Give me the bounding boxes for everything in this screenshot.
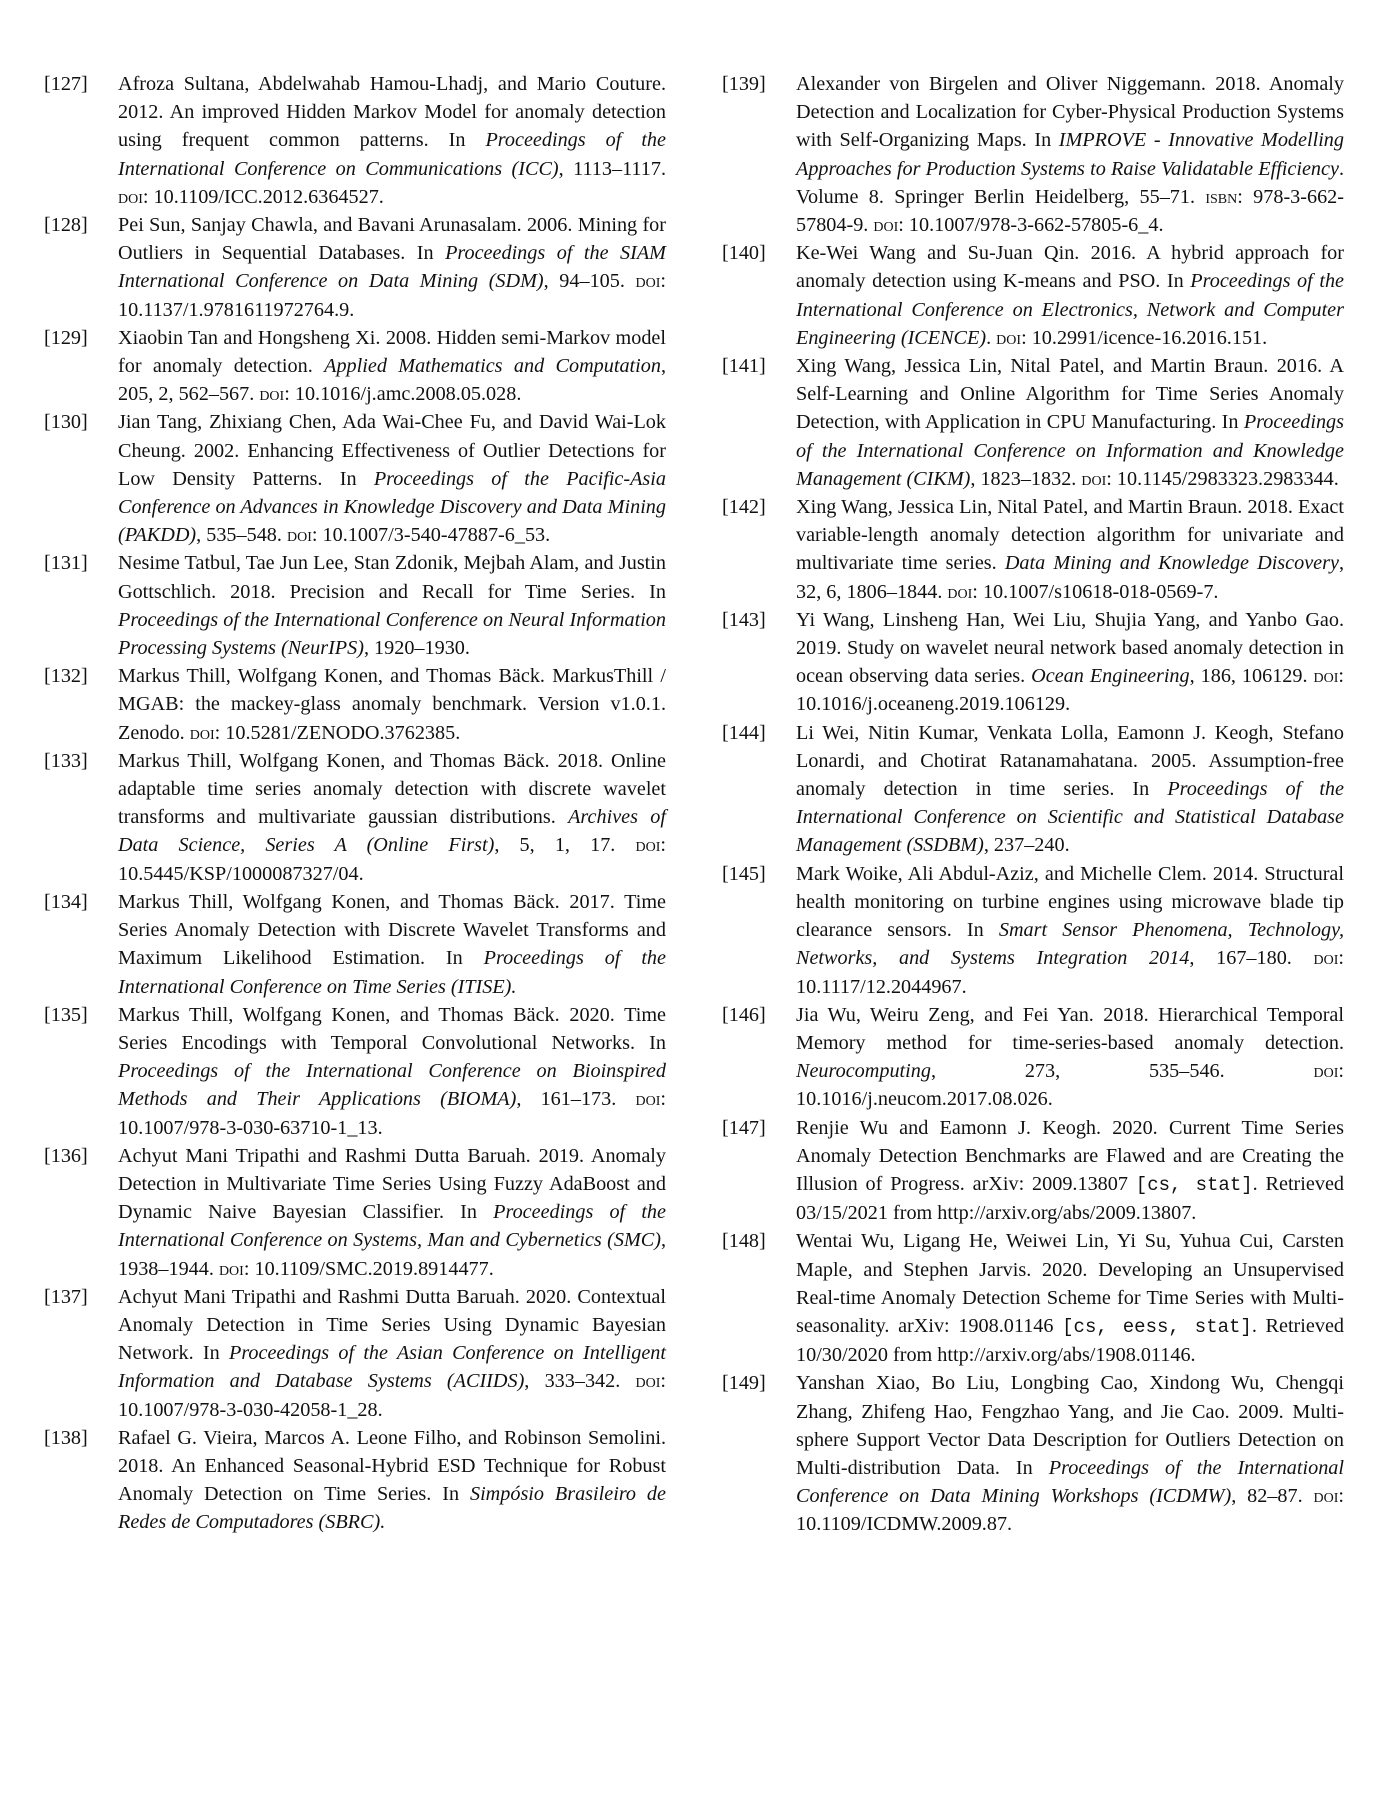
reference-segment: doi xyxy=(873,214,899,237)
reference-entry xyxy=(44,1283,666,1424)
reference-text xyxy=(118,549,666,662)
reference-entry xyxy=(44,324,666,409)
reference-segment: : 10.1145/2983323.2983344. xyxy=(1106,467,1339,490)
reference-segment: Jia Wu, Weiru Zeng, and Fei Yan. 2018. Hierarchical Temporal Memory method for time-series-based anomaly detection. xyxy=(796,1003,1344,1054)
reference-venue: Neurocomputing xyxy=(796,1060,931,1083)
reference-venue: Proceedings of the International Conference on Scientific and Statistical Database Management (SSDBM) xyxy=(796,778,1344,857)
reference-segment: , 167–180. xyxy=(1189,947,1314,970)
reference-segment: : 10.1137/1.9781611972764.9. xyxy=(118,270,667,321)
reference-text xyxy=(796,1001,1344,1114)
reference-segment: doi xyxy=(259,383,285,406)
reference-segment: Afroza Sultana, Abdelwahab Hamou-Lhadj, and Mario Couture. 2012. An improved Hidden Markov Model for anomaly detection using frequent common patterns. In xyxy=(118,73,666,152)
reference-segment: doi xyxy=(1313,947,1339,970)
reference-segment: Renjie Wu and Eamonn J. Keogh. 2020. Current Time Series Anomaly Detection Benchmarks are Flawed and are Creating the Illusion of Progress. arXiv: 2009.13807 xyxy=(796,1116,1344,1195)
reference-number: [128] xyxy=(44,214,88,237)
reference-number: [138] xyxy=(44,1426,88,1449)
reference-number: [130] xyxy=(44,411,88,434)
reference-number: [136] xyxy=(44,1144,88,1167)
reference-segment: [cs, stat] xyxy=(1135,1173,1253,1196)
reference-segment: doi xyxy=(1313,665,1339,688)
reference-segment: Li Wei, Nitin Kumar, Venkata Lolla, Eamonn J. Keogh, Stefano Lonardi, and Chotirat Ratanamahatana. 2005. Assumption-free anomaly detection in time series. In xyxy=(796,721,1344,801)
reference-entry xyxy=(44,70,666,211)
reference-segment: doi xyxy=(635,270,661,293)
reference-segment: : 978-3-662-57804-9. xyxy=(796,185,1344,237)
reference-text xyxy=(118,1283,666,1424)
reference-segment: , 186, 106129. xyxy=(1189,665,1314,688)
reference-venue: Proceedings of the International Conference on Bioinspired Methods and Their Applications (BIOMA) xyxy=(118,1060,666,1111)
reference-entry xyxy=(722,493,1344,606)
reference-segment: : 10.1117/12.2044967. xyxy=(796,947,1344,998)
reference-segment: doi xyxy=(1313,1060,1339,1083)
reference-number: [129] xyxy=(44,326,88,349)
reference-segment: Pei Sun, Sanjay Chawla, and Bavani Arunasalam. 2006. Mining for Outliers in Sequential Databases. In xyxy=(118,214,666,265)
reference-venue: Proceedings of the Pacific-Asia Conference on Advances in Knowledge Discovery and Data Mining (PAKDD) xyxy=(118,467,666,547)
reference-entry xyxy=(44,211,666,324)
reference-segment: : 10.5445/KSP/1000087327/04. xyxy=(118,834,666,885)
reference-text xyxy=(796,239,1344,352)
reference-number: [137] xyxy=(44,1285,88,1308)
reference-text xyxy=(796,719,1344,860)
reference-venue: Proceedings of the International Conference on Electronics, Network and Computer Engineering (ICENCE) xyxy=(796,270,1344,349)
reference-segment: doi xyxy=(1081,467,1107,490)
reference-number: [135] xyxy=(44,1003,88,1026)
reference-number: [133] xyxy=(44,749,88,772)
reference-segment: Xing Wang, Jessica Lin, Nital Patel, and Martin Braun. 2016. A Self-Learning and Online Algorithm for Time Series Anomaly Detection, with Application in CPU Manufacturing. In xyxy=(796,355,1344,434)
reference-number: [148] xyxy=(722,1230,766,1253)
reference-segment: isbn xyxy=(1205,185,1238,208)
reference-text xyxy=(796,352,1344,493)
reference-text xyxy=(796,70,1344,239)
reference-entry xyxy=(722,1227,1344,1369)
reference-text xyxy=(796,1227,1344,1369)
reference-segment: : 10.1007/978-3-030-42058-1_28. xyxy=(118,1370,666,1421)
reference-venue: Data Mining and Knowledge Discovery xyxy=(1004,552,1339,575)
reference-entry xyxy=(722,239,1344,352)
reference-number: [146] xyxy=(722,1003,766,1026)
reference-text xyxy=(118,70,666,211)
reference-venue: Proceedings of the Asian Conference on Intelligent Information and Database Systems (ACIIDS) xyxy=(118,1342,667,1393)
reference-segment: Markus Thill, Wolfgang Konen, and Thomas Bäck. 2017. Time Series Anomaly Detection with Discrete Wavelet Transforms and Maximum Likelihood Estimation. In xyxy=(118,890,666,970)
reference-segment: [cs, eess, stat] xyxy=(1062,1315,1252,1338)
reference-segment: , 237–240. xyxy=(983,834,1070,857)
reference-number: [132] xyxy=(44,665,88,688)
reference-number: [143] xyxy=(722,608,766,631)
reference-segment: Alexander von Birgelen and Oliver Niggemann. 2018. Anomaly Detection and Localization for Cyber-Physical Production Systems with Self-Organizing Maps. In xyxy=(796,73,1344,152)
reference-segment: Mark Woike, Ali Abdul-Aziz, and Michelle Clem. 2014. Structural health monitoring on turbine engines using microwave blade tip clearance sensors. In xyxy=(796,862,1344,942)
reference-number: [144] xyxy=(722,721,766,744)
reference-text xyxy=(796,860,1344,1001)
reference-segment: Yi Wang, Linsheng Han, Wei Liu, Shujia Yang, and Yanbo Gao. 2019. Study on wavelet neural network based anomaly detection in ocean observing data series. xyxy=(796,608,1344,688)
reference-segment: : 10.1007/3-540-47887-6_53. xyxy=(311,524,551,547)
reference-segment: : 10.1109/SMC.2019.8914477. xyxy=(243,1257,494,1280)
reference-text xyxy=(118,1424,666,1537)
reference-number: [127] xyxy=(44,73,88,95)
reference-entry xyxy=(44,549,666,662)
reference-segment: , 94–105. xyxy=(543,270,636,293)
reference-segment: , 333–342. xyxy=(524,1370,636,1393)
reference-segment: . Volume 8. Springer Berlin Heidelberg, 55–71. xyxy=(796,157,1344,208)
reference-number: [140] xyxy=(722,242,766,265)
reference-segment: : 10.1109/ICDMW.2009.87. xyxy=(796,1485,1345,1536)
reference-entry xyxy=(722,352,1344,493)
reference-text xyxy=(796,1369,1344,1538)
reference-venue: Archives of Data Science, Series A (Online First) xyxy=(118,806,666,857)
reference-entry xyxy=(722,860,1344,1001)
reference-segment: , 1938–1944. xyxy=(118,1229,666,1280)
reference-segment: , 273, 535–546. xyxy=(930,1060,1314,1083)
reference-text xyxy=(118,1142,666,1283)
reference-entry xyxy=(44,408,666,549)
reference-segment: doi xyxy=(996,326,1022,349)
reference-segment: Xing Wang, Jessica Lin, Nital Patel, and Martin Braun. 2018. Exact variable-length anomaly detection algorithm for univariate and multivariate time series. xyxy=(796,496,1344,575)
reference-segment: : 10.5281/ZENODO.3762385. xyxy=(214,721,461,744)
reference-number: [147] xyxy=(722,1116,766,1139)
reference-segment: , 1113–1117. xyxy=(558,157,666,180)
reference-entry xyxy=(44,888,666,1001)
reference-text xyxy=(118,211,666,324)
reference-venue: IMPROVE - Innovative Modelling Approaches for Production Systems to Raise Validatable Efficiency xyxy=(796,129,1344,180)
reference-segment: , 82–87. xyxy=(1231,1485,1314,1508)
reference-segment: : 10.1007/978-3-662-57805-6_4. xyxy=(898,214,1164,237)
reference-venue: Proceedings of the International Conference on Systems, Man and Cybernetics (SMC) xyxy=(118,1201,666,1252)
reference-venue: Applied Mathematics and Computation xyxy=(324,355,661,378)
reference-entry xyxy=(722,606,1344,719)
reference-number: [141] xyxy=(722,355,766,378)
reference-segment: , 32, 6, 1806–1844. xyxy=(796,552,1344,603)
reference-entry xyxy=(44,747,666,888)
reference-segment: Markus Thill, Wolfgang Konen, and Thomas Bäck. MarkusThill / MGAB: the mackey-glass anomaly benchmark. Version v1.0.1. Zenodo. xyxy=(118,665,666,744)
reference-segment: doi xyxy=(635,834,661,857)
reference-venue: Smart Sensor Phenomena, Technology, Networks, and Systems Integration 2014 xyxy=(796,919,1344,970)
reference-page xyxy=(44,70,1344,1539)
reference-venue: Proceedings of the International Conference on Information and Knowledge Management (CIKM) xyxy=(796,411,1344,490)
reference-entry xyxy=(44,1001,666,1142)
reference-text xyxy=(118,662,666,747)
reference-segment: Xiaobin Tan and Hongsheng Xi. 2008. Hidden semi-Markov model for anomaly detection. xyxy=(118,326,666,378)
reference-column-right xyxy=(722,70,1344,1539)
reference-entry xyxy=(722,1114,1344,1228)
reference-segment: , 1920–1930. xyxy=(363,637,470,660)
reference-segment: : 10.1007/s10618-018-0569-7. xyxy=(972,580,1219,603)
reference-number: [139] xyxy=(722,73,766,95)
reference-venue: Proceedings of the International Conference on Data Mining Workshops (ICDMW) xyxy=(796,1456,1344,1508)
reference-number: [145] xyxy=(722,862,766,885)
reference-venue: Ocean Engineering xyxy=(1031,665,1190,688)
reference-text xyxy=(796,1114,1344,1228)
reference-segment: , 5, 1, 17. xyxy=(494,834,636,857)
reference-text xyxy=(118,408,666,549)
reference-segment: : 10.1109/ICC.2012.6364527. xyxy=(142,185,384,208)
reference-segment: . xyxy=(986,326,997,349)
reference-segment: Rafael G. Vieira, Marcos A. Leone Filho, and Robinson Semolini. 2018. An Enhanced Seasonal-Hybrid ESD Technique for Robust Anomaly Detection on Time Series. In xyxy=(118,1426,666,1506)
reference-entry xyxy=(722,1369,1344,1538)
reference-segment: : 10.1016/j.amc.2008.05.028. xyxy=(284,383,522,406)
reference-entry xyxy=(44,1424,666,1537)
reference-segment: : 10.1007/978-3-030-63710-1_13. xyxy=(118,1088,667,1139)
reference-segment: : 10.2991/icence-16.2016.151. xyxy=(1021,326,1268,349)
reference-entry xyxy=(44,662,666,747)
reference-text xyxy=(118,324,666,409)
reference-venue: Proceedings of the International Conference on Neural Information Processing Systems (NeurIPS) xyxy=(118,608,666,660)
reference-number: [131] xyxy=(44,552,88,575)
reference-venue: Proceedings of the SIAM International Conference on Data Mining (SDM) xyxy=(118,242,666,293)
reference-segment: : 10.1016/j.oceaneng.2019.106129. xyxy=(796,665,1344,716)
reference-segment: Ke-Wei Wang and Su-Juan Qin. 2016. A hybrid approach for anomaly detection using K-means and PSO. In xyxy=(796,242,1344,293)
reference-venue: Proceedings of the International Conference on Communications (ICC) xyxy=(118,129,666,180)
reference-segment: Achyut Mani Tripathi and Rashmi Dutta Baruah. 2020. Contextual Anomaly Detection in Time Series Using Dynamic Bayesian Network. In xyxy=(118,1285,666,1365)
reference-segment: , 205, 2, 562–567. xyxy=(118,355,666,406)
reference-segment: Yanshan Xiao, Bo Liu, Longbing Cao, Xindong Wu, Chengqi Zhang, Zhifeng Hao, Fengzhao Yang, and Jie Cao. 2009. Multi-sphere Support Vector Data Description for Outliers Detection on Multi-distribution Data. In xyxy=(796,1372,1344,1479)
reference-number: [142] xyxy=(722,496,766,519)
reference-segment: doi xyxy=(947,580,973,603)
reference-number: [134] xyxy=(44,890,88,913)
reference-text xyxy=(796,493,1344,606)
reference-number: [149] xyxy=(722,1372,766,1395)
reference-segment: , 1823–1832. xyxy=(970,467,1082,490)
reference-segment: Wentai Wu, Ligang He, Weiwei Lin, Yi Su, Yuhua Cui, Carsten Maple, and Stephen Jarvis. 2020. Developing an Unsupervised Real-time Anomaly Detection Scheme for Time Series with Multi-seasonality. arXiv: 1908.01146 xyxy=(796,1230,1344,1337)
reference-segment: Markus Thill, Wolfgang Konen, and Thomas Bäck. 2020. Time Series Encodings with Temporal Convolutional Networks. In xyxy=(118,1003,666,1054)
reference-segment: doi xyxy=(635,1088,661,1111)
reference-entry xyxy=(44,1142,666,1283)
reference-venue: Simpósio Brasileiro de Redes de Computadores (SBRC). xyxy=(118,1483,666,1534)
reference-entry xyxy=(722,70,1344,239)
reference-segment: doi xyxy=(189,721,215,744)
reference-segment: doi xyxy=(286,524,312,547)
reference-segment: doi xyxy=(635,1370,661,1393)
reference-segment: doi xyxy=(218,1257,244,1280)
reference-text xyxy=(118,747,666,888)
reference-segment: Jian Tang, Zhixiang Chen, Ada Wai-Chee Fu, and David Wai-Lok Cheung. 2002. Enhancing Effectiveness of Outlier Detections for Low Density Patterns. In xyxy=(118,411,666,490)
reference-segment: , 161–173. xyxy=(516,1088,636,1111)
reference-entry xyxy=(722,1001,1344,1114)
reference-segment: Nesime Tatbul, Tae Jun Lee, Stan Zdonik, Mejbah Alam, and Justin Gottschlich. 2018. Precision and Recall for Time Series. In xyxy=(118,552,666,603)
reference-segment: , 535–548. xyxy=(196,524,287,547)
reference-segment: Markus Thill, Wolfgang Konen, and Thomas Bäck. 2018. Online adaptable time series anomaly detection with discrete wavelet transforms and multivariate gaussian distributions. xyxy=(118,749,666,829)
reference-segment: : 10.1016/j.neucom.2017.08.026. xyxy=(796,1060,1344,1111)
reference-segment: . Retrieved 10/30/2020 from http://arxiv.org/abs/1908.01146. xyxy=(796,1314,1344,1367)
reference-text xyxy=(118,1001,666,1142)
reference-segment: doi xyxy=(118,185,143,208)
reference-segment: Achyut Mani Tripathi and Rashmi Dutta Baruah. 2019. Anomaly Detection in Multivariate Time Series Using Fuzzy AdaBoost and Dynamic Naive Bayesian Classifier. In xyxy=(118,1144,666,1224)
reference-column-left xyxy=(44,70,666,1539)
reference-text xyxy=(796,606,1344,719)
reference-text xyxy=(118,888,666,1001)
reference-segment: doi xyxy=(1313,1485,1339,1508)
reference-segment: . Retrieved 03/15/2021 from http://arxiv.org/abs/2009.13807. xyxy=(796,1172,1344,1225)
reference-entry xyxy=(722,719,1344,860)
reference-venue: Proceedings of the International Conference on Time Series (ITISE). xyxy=(118,947,666,998)
